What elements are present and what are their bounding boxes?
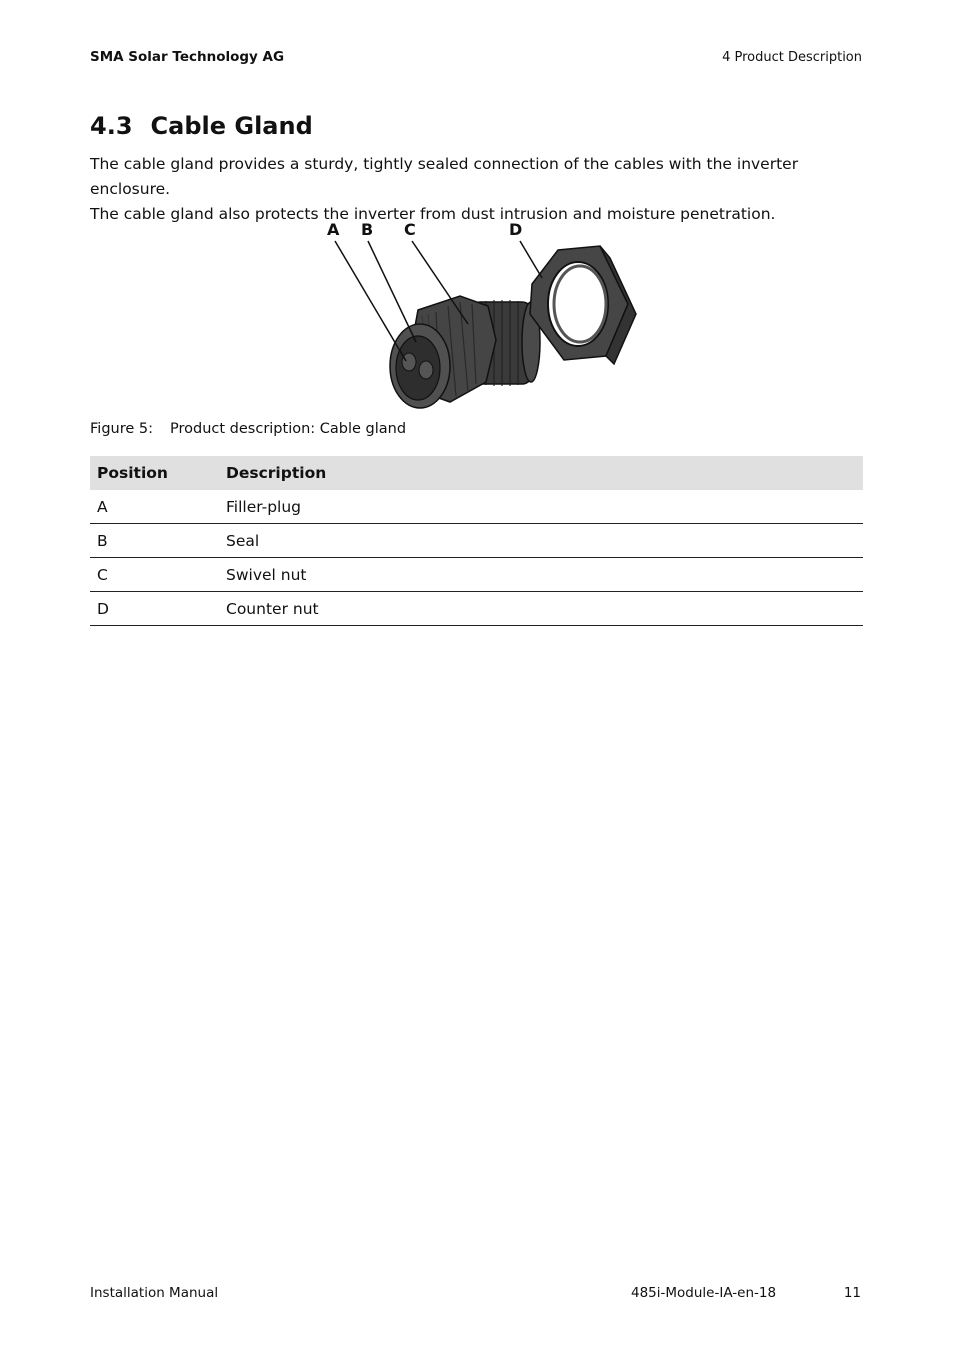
cell-description: Seal: [219, 524, 863, 558]
position-table: [90, 456, 863, 626]
callout-d: D: [509, 220, 523, 239]
table-header-row: [90, 456, 863, 490]
section-number: 4.3: [90, 112, 133, 140]
cell-position: C: [90, 558, 219, 592]
header-chapter: 4 Product Description: [722, 50, 862, 65]
table-row: [90, 558, 863, 592]
header-company: SMA Solar Technology AG: [90, 49, 285, 65]
column-header-description: Description: [219, 456, 863, 490]
front-face: [390, 324, 450, 408]
cell-position: B: [90, 524, 219, 558]
cell-position: D: [90, 592, 219, 626]
column-header-position: Position: [90, 456, 219, 490]
cell-description: Swivel nut: [219, 558, 863, 592]
figure-caption-number: Figure 5:: [90, 421, 153, 437]
counter-nut: [530, 246, 636, 364]
figure-caption-text: Product description: Cable gland: [170, 421, 407, 437]
table-row: [90, 524, 863, 558]
cell-description: Counter nut: [219, 592, 863, 626]
cable-gland-illustration: [310, 214, 640, 414]
figure-caption: [90, 421, 406, 437]
cell-description: Filler-plug: [219, 490, 863, 524]
callout-b: B: [361, 220, 374, 239]
callout-c: C: [404, 220, 416, 239]
table-row: [90, 592, 863, 626]
callout-a: A: [327, 220, 340, 239]
footer-page-number: 11: [843, 1285, 861, 1301]
intro-line-2: The cable gland also protects the inverter from dust intrusion and moisture penetration.: [90, 205, 776, 223]
table-row: [90, 490, 863, 524]
footer-doc-type: Installation Manual: [90, 1285, 219, 1301]
section-title: Cable Gland: [150, 112, 313, 140]
intro-line-1: The cable gland provides a sturdy, tightly sealed connection of the cables with the inverter enclosure.: [90, 155, 799, 198]
section-heading: [90, 112, 313, 140]
footer-doc-code: 485i-Module-IA-en-18: [631, 1285, 777, 1301]
cell-position: A: [90, 490, 219, 524]
